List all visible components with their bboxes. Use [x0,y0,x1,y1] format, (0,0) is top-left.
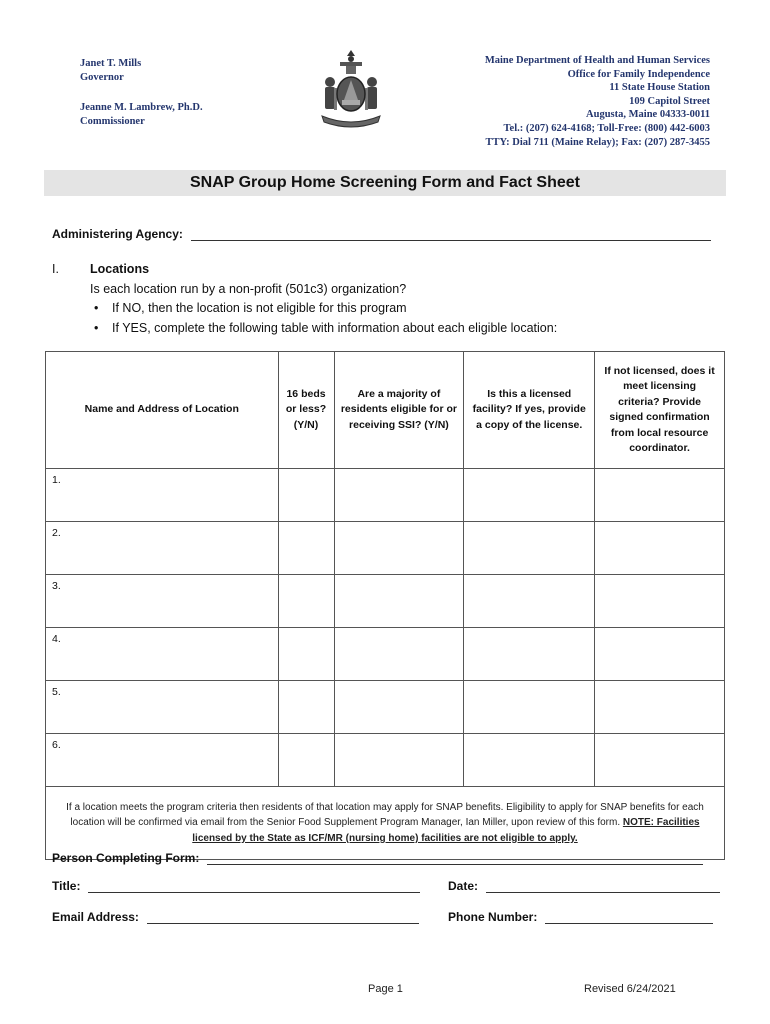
beds-cell[interactable] [278,681,334,734]
address-street: 109 Capitol Street [629,95,710,107]
revision-date: Revised 6/24/2021 [584,983,676,995]
criteria-cell[interactable] [595,734,725,787]
beds-cell[interactable] [278,628,334,681]
col-beds: 16 beds or less? (Y/N) [278,352,334,469]
col-licensed: Is this a licensed facility? If yes, provide a copy of the license. [464,352,595,469]
phone-field[interactable] [545,909,713,924]
section-heading: Locations [90,262,150,276]
email-field[interactable] [147,909,419,924]
officials-block [80,57,203,129]
person-completing-label: Person Completing Form: [52,851,200,865]
beds-cell[interactable] [278,522,334,575]
licensed-cell[interactable] [464,628,595,681]
office-name: Office for Family Independence [567,68,710,80]
ssi-cell[interactable] [334,469,464,522]
person-completing-row [52,850,703,865]
date-label: Date: [448,879,479,893]
governor-title: Governor [80,72,124,83]
beds-cell[interactable] [278,734,334,787]
administering-agency-field[interactable] [191,226,711,241]
department-name: Maine Department of Health and Human Services [484,55,710,66]
licensed-cell[interactable] [464,575,595,628]
table-row [46,575,725,628]
administering-agency-label: Administering Agency: [52,227,183,241]
eligibility-note-text: If a location meets the program criteria then residents of that location may apply for SNAP benefits. Eligibility to apply for SNAP benefits for each location will be confirmed via email from the Senior Food Supplement Program Manager, Ian Miller, upon review of this form. [66,801,704,829]
state-seal-icon [316,48,386,132]
date-row [448,878,720,893]
row-number[interactable]: 1. [46,469,279,522]
criteria-cell[interactable] [595,575,725,628]
page-number: Page 1 [368,983,403,995]
department-address-block [420,54,710,149]
licensed-cell[interactable] [464,522,595,575]
licensed-cell[interactable] [464,681,595,734]
licensed-cell[interactable] [464,734,595,787]
bullet-if-no: • If NO, then the location is not eligible for this program [112,299,722,319]
bullet-if-yes: • If YES, complete the following table with information about each eligible location: [112,319,722,339]
beds-cell[interactable] [278,469,334,522]
table-row [46,681,725,734]
ssi-cell[interactable] [334,628,464,681]
address-station: 11 State House Station [609,82,710,94]
row-number[interactable]: 2. [46,522,279,575]
phone-line: Tel.: (207) 624-4168; Toll-Free: (800) 442-6003 [503,122,710,134]
section-question: Is each location run by a non-profit (501c3) organization? [90,281,407,296]
col-name-address: Name and Address of Location [46,352,279,469]
table-row [46,469,725,522]
row-number[interactable]: 4. [46,628,279,681]
person-completing-field[interactable] [207,850,703,865]
ssi-cell[interactable] [334,734,464,787]
phone-label: Phone Number: [448,910,538,924]
ssi-cell[interactable] [334,575,464,628]
row-number[interactable]: 3. [46,575,279,628]
title-row [52,878,420,893]
title-label: Title: [52,879,81,893]
bullet-list [90,299,722,338]
locations-section [52,260,722,338]
email-label: Email Address: [52,910,139,924]
tty-fax-line: TTY: Dial 711 (Maine Relay); Fax: (207) 287-3455 [485,136,710,148]
phone-row [448,909,713,924]
licensed-cell[interactable] [464,469,595,522]
table-row [46,628,725,681]
email-row [52,909,419,924]
section-number: I. [52,262,59,276]
governor-name: Janet T. Mills [80,58,142,69]
administering-agency-row [52,226,711,241]
ssi-cell[interactable] [334,681,464,734]
commissioner-title: Commissioner [80,116,145,127]
table-header-row [46,352,725,469]
locations-table [45,351,725,860]
criteria-cell[interactable] [595,469,725,522]
ssi-cell[interactable] [334,522,464,575]
criteria-cell[interactable] [595,522,725,575]
eligibility-note-bold: NOTE: Facilities licensed by the State as ICF/MR (nursing home) facilities are not eligible to apply. [192,817,700,844]
title-field[interactable] [88,878,420,893]
col-criteria: If not licensed, does it meet licensing criteria? Provide signed confirmation from local resource coordinator. [595,352,725,469]
row-number[interactable]: 5. [46,681,279,734]
form-title: SNAP Group Home Screening Form and Fact Sheet [44,170,726,196]
address-city: Augusta, Maine 04333-0011 [586,109,710,121]
table-row [46,734,725,787]
date-field[interactable] [486,878,720,893]
commissioner-name: Jeanne M. Lambrew, Ph.D. [80,102,203,113]
eligibility-note [46,787,725,860]
criteria-cell[interactable] [595,628,725,681]
table-row [46,522,725,575]
criteria-cell[interactable] [595,681,725,734]
table-note-row [46,787,725,860]
beds-cell[interactable] [278,575,334,628]
col-ssi: Are a majority of residents eligible for or receiving SSI? (Y/N) [334,352,464,469]
row-number[interactable]: 6. [46,734,279,787]
